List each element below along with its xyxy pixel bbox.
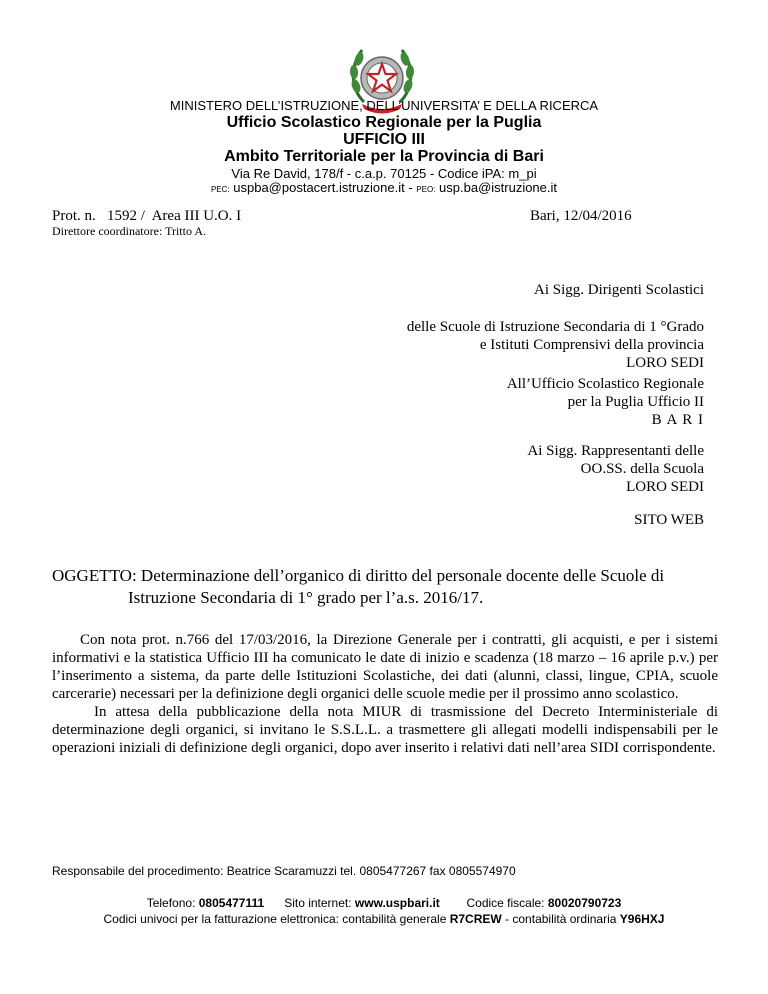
letter-subject	[52, 565, 664, 609]
recipient-line: Ai Sigg. Dirigenti Scolastici	[534, 282, 704, 298]
recipient-principals	[534, 281, 704, 299]
protocol-number: Prot. n. 1592 / Area III U.O. I	[52, 208, 242, 224]
subject-line-1: OGGETTO: Determinazione dell’organico di diritto del personale docente delle Scuole di	[52, 566, 665, 585]
recipient-line: LORO SEDI	[626, 479, 704, 495]
recipient-line: SITO WEB	[634, 512, 704, 528]
fiscal-code: 80020790723	[547, 896, 622, 910]
recipient-unions	[527, 442, 704, 496]
recipient-regional-office	[507, 375, 704, 429]
codes-middle: - contabilità ordinaria	[501, 912, 620, 926]
office-emails	[0, 180, 768, 195]
code-general: R7CREW	[449, 912, 502, 926]
territorial-ambit: Ambito Territoriale per la Provincia di Bari	[224, 148, 544, 165]
body-paragraph-2: In attesa della pubblicazione della nota MIUR di trasmissione del Decreto Interministeriale di determinazione degli organici, si invitano le S.S.L.L. a trasmettere gli allegati modelli indispensabili per le operazioni iniziali di definizione degli organici, dopo aver inserito i relativi dati nell’area SIDI corrispondente.	[52, 704, 718, 756]
recipient-schools	[407, 318, 704, 372]
letter-date: Bari, 12/04/2016	[530, 208, 632, 224]
responsible-person: Responsabile del procedimento: Beatrice Scaramuzzi tel. 0805477267 fax 0805574970	[52, 864, 516, 878]
recipient-line: OO.SS. della Scuola	[580, 461, 704, 477]
recipient-website	[634, 511, 704, 529]
phone-number: 0805477111	[198, 896, 265, 910]
ministry-name: MINISTERO DELL’ISTRUZIONE, DELL’UNIVERSITA’ E DELLA RICERCA	[169, 98, 599, 113]
recipient-line: delle Scuole di Istruzione Secondaria di 1 °Grado	[406, 319, 704, 335]
codes-prefix: Codici univoci per la fatturazione elettronica: contabilità generale	[103, 912, 450, 926]
footer-contacts	[0, 896, 768, 910]
subject-line-2: Istruzione Secondaria di 1° grado per l’a.s. 2016/17.	[128, 588, 484, 607]
recipient-line: e Istituti Comprensivi della provincia	[479, 337, 704, 353]
recipient-line: per la Puglia Ufficio II	[567, 394, 704, 410]
website-link[interactable]: www.uspbari.it	[354, 896, 440, 910]
recipient-line: LORO SEDI	[626, 355, 704, 371]
mail-separator: -	[404, 180, 417, 195]
peo-label: PEO:	[416, 185, 436, 194]
office-unit: UFFICIO III	[343, 131, 425, 148]
pec-email[interactable]: uspba@postacert.istruzione.it	[233, 180, 405, 195]
phone-label: Telefono:	[146, 896, 199, 910]
footer-billing-codes	[0, 912, 768, 926]
pec-label: PEC:	[210, 185, 230, 194]
code-ordinary: Y96HXJ	[619, 912, 665, 926]
site-label: Sito internet:	[284, 896, 355, 910]
recipient-line: Ai Sigg. Rappresentanti delle	[527, 443, 704, 459]
director-coordinator: Direttore coordinatore: Tritto A.	[52, 224, 206, 238]
regional-office-name: Ufficio Scolastico Regionale per la Puglia	[226, 114, 542, 131]
recipient-line: B A R I	[651, 412, 704, 428]
recipient-line: All’Ufficio Scolastico Regionale	[506, 376, 704, 392]
body-paragraph-1: Con nota prot. n.766 del 17/03/2016, la Direzione Generale per i contratti, gli acquisti, e per i sistemi informativi e la statistica Ufficio III ha comunicato le date di inizio e scadenza (18 marzo – 16 aprile p.v.) per l’inserimento a sistema, da parte delle Istituzioni Scolastiche, dei dati (alunni, classi, lingue, CPIA, scuole carcerarie) necessari per la definizione degli organici delle scuole medie per il prossimo anno scolastico.	[52, 632, 718, 702]
office-address: Via Re David, 178/f - c.a.p. 70125 - Codice iPA: m_pi	[231, 166, 537, 181]
fiscal-label: Codice fiscale:	[466, 896, 548, 910]
letter-body	[52, 631, 718, 757]
peo-email[interactable]: usp.ba@istruzione.it	[439, 180, 558, 195]
